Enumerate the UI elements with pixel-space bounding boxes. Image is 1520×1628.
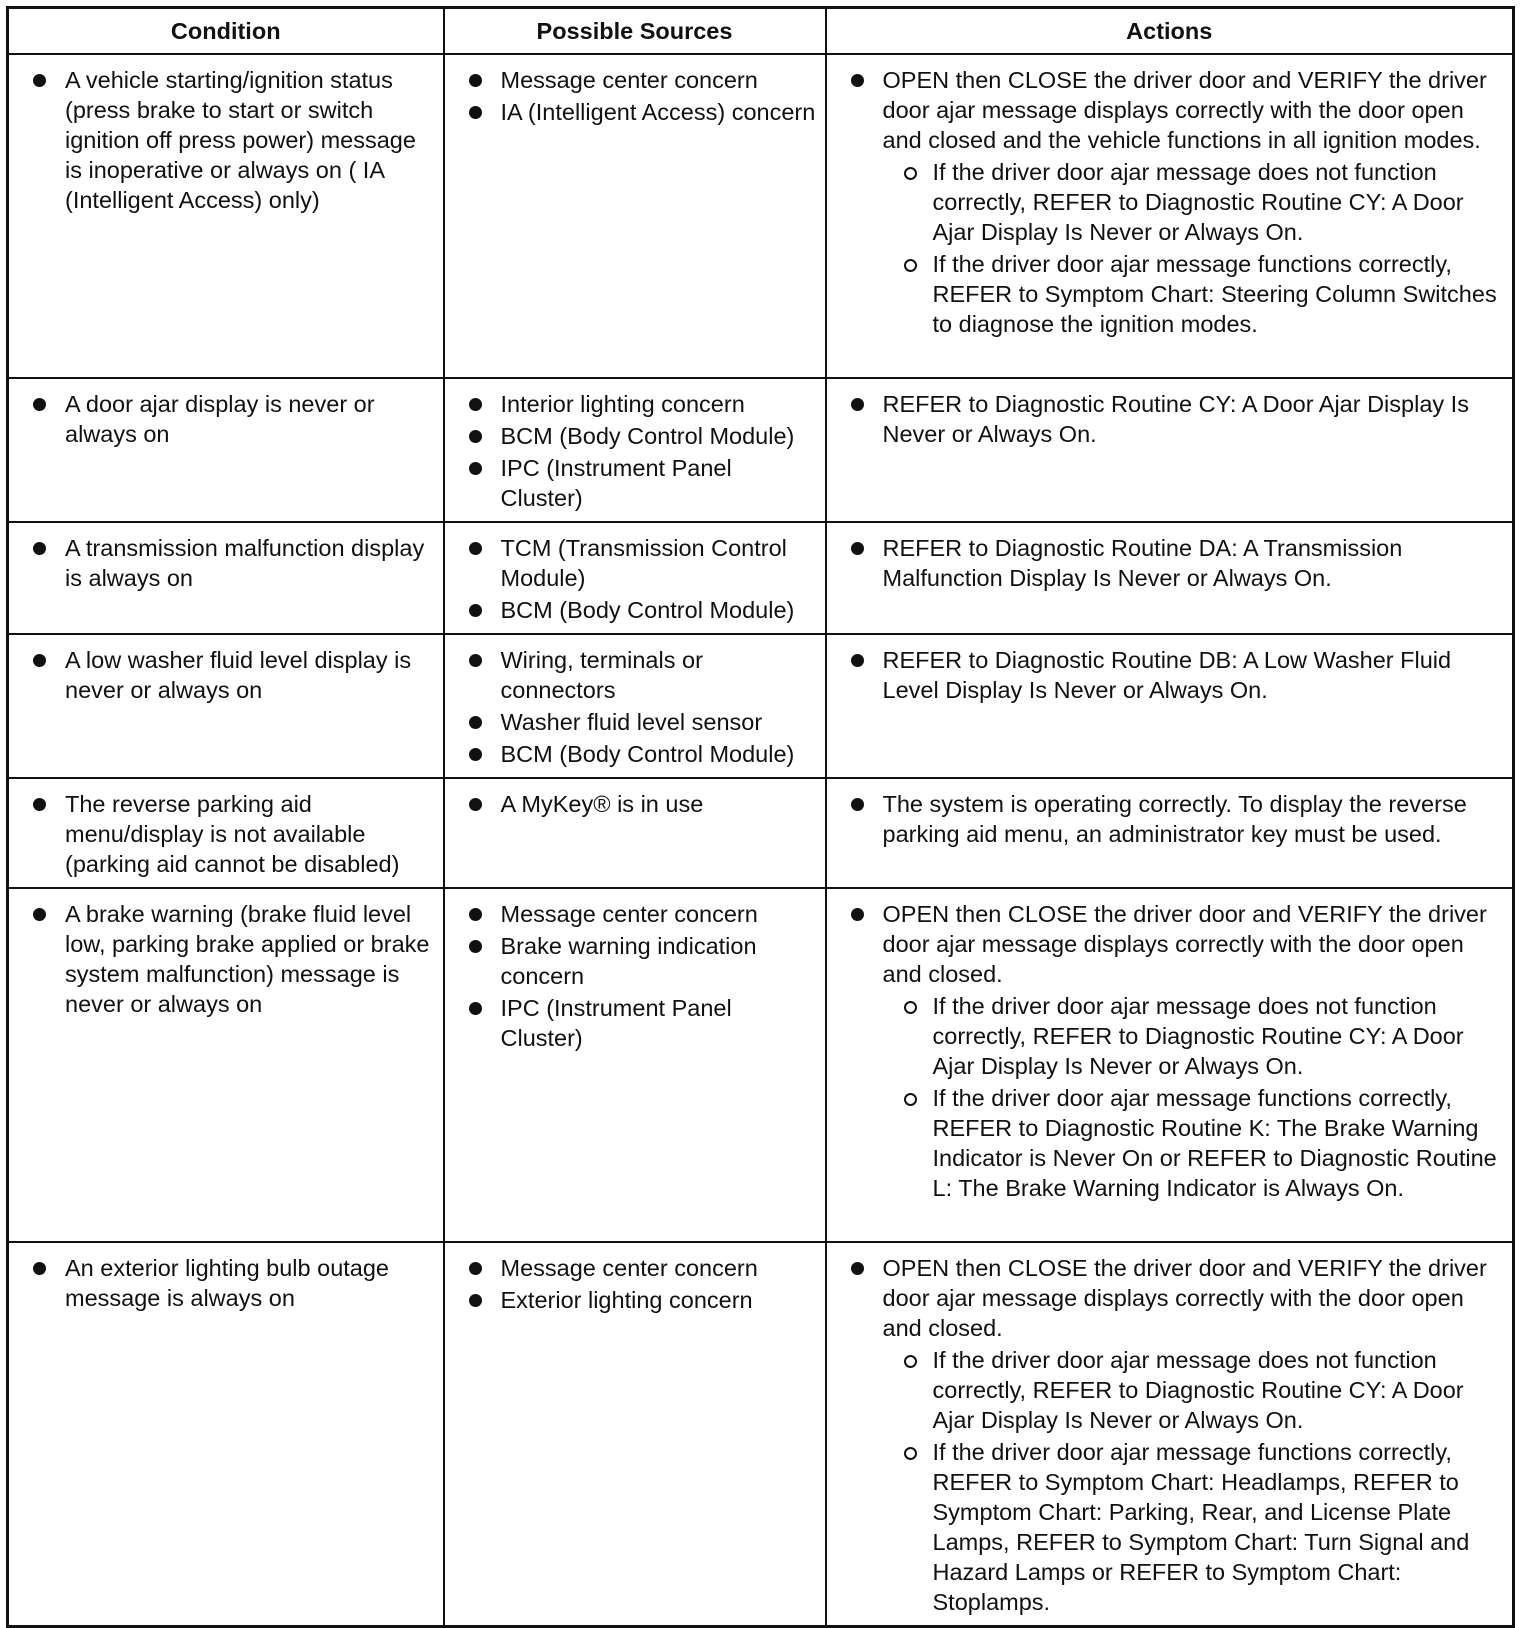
action-item bbox=[827, 899, 1505, 1203]
header-row bbox=[8, 8, 1514, 55]
condition-item bbox=[9, 645, 435, 705]
bullet-dot-icon bbox=[469, 462, 482, 475]
sub-action-list bbox=[883, 1345, 1505, 1617]
sub-action-text: If the driver door ajar message functions correctly, REFER to Symptom Chart: Steering Column Switches to diagnose the ignition modes. bbox=[932, 251, 1497, 337]
sub-action-text: If the driver door ajar message does not function correctly, REFER to Diagnostic Routine CY: A Door Ajar Display Is Never or Always On. bbox=[932, 159, 1464, 245]
sources-cell bbox=[444, 634, 826, 778]
condition-list bbox=[9, 899, 435, 1019]
symptom-chart-table bbox=[6, 6, 1515, 1628]
sub-action-item bbox=[883, 1345, 1505, 1435]
source-item bbox=[445, 65, 817, 95]
condition-cell bbox=[8, 378, 444, 522]
hollow-bullet-icon bbox=[904, 1447, 917, 1460]
actions-list bbox=[827, 389, 1505, 449]
condition-list bbox=[9, 533, 435, 593]
action-item-text: REFER to Diagnostic Routine CY: A Door Ajar Display Is Never or Always On. bbox=[882, 391, 1469, 447]
bullet-dot-icon bbox=[851, 798, 864, 811]
source-item bbox=[445, 421, 817, 451]
header-actions: Actions bbox=[826, 8, 1514, 55]
hollow-bullet-icon bbox=[904, 1001, 917, 1014]
condition-cell bbox=[8, 54, 444, 378]
bullet-dot-icon bbox=[851, 908, 864, 921]
condition-item-text: The reverse parking aid menu/display is not available (parking aid cannot be disabled) bbox=[65, 791, 400, 877]
source-item bbox=[445, 645, 817, 705]
sub-action-text: If the driver door ajar message does not function correctly, REFER to Diagnostic Routine CY: A Door Ajar Display Is Never or Always On. bbox=[932, 1347, 1464, 1433]
bullet-dot-icon bbox=[33, 398, 46, 411]
actions-list bbox=[827, 533, 1505, 593]
sources-cell bbox=[444, 54, 826, 378]
sub-action-text: If the driver door ajar message does not function correctly, REFER to Diagnostic Routine CY: A Door Ajar Display Is Never or Always On. bbox=[932, 993, 1464, 1079]
source-item bbox=[445, 993, 817, 1053]
bullet-dot-icon bbox=[469, 940, 482, 953]
source-item bbox=[445, 595, 817, 625]
sources-list bbox=[445, 65, 817, 127]
actions-list bbox=[827, 1253, 1505, 1617]
bullet-dot-icon bbox=[851, 654, 864, 667]
table-row bbox=[8, 778, 1514, 888]
actions-list bbox=[827, 899, 1505, 1203]
sources-list bbox=[445, 389, 817, 513]
table-row bbox=[8, 634, 1514, 778]
condition-item-text: A vehicle starting/ignition status (press brake to start or switch ignition off press power) message is inoperative or always on ( IA (Intelligent Access) only) bbox=[65, 67, 416, 213]
source-item bbox=[445, 931, 817, 991]
header-possible-sources: Possible Sources bbox=[444, 8, 826, 55]
condition-list bbox=[9, 389, 435, 449]
condition-list bbox=[9, 1253, 435, 1313]
condition-item bbox=[9, 533, 435, 593]
action-item bbox=[827, 533, 1505, 593]
bullet-dot-icon bbox=[469, 398, 482, 411]
bullet-dot-icon bbox=[851, 74, 864, 87]
action-item-text: OPEN then CLOSE the driver door and VERIFY the driver door ajar message displays correctly with the door open and closed. bbox=[882, 901, 1487, 987]
bullet-dot-icon bbox=[469, 106, 482, 119]
sub-action-item bbox=[883, 1083, 1505, 1203]
condition-item bbox=[9, 1253, 435, 1313]
source-item bbox=[445, 739, 817, 769]
sub-action-text: If the driver door ajar message functions correctly, REFER to Symptom Chart: Headlamps, REFER to Symptom Chart: Parking, Rear, and License Plate Lamps, REFER to Symptom Chart: Turn Signal and Hazard Lamps or REFER to Symptom Chart: Stoplamps. bbox=[932, 1439, 1470, 1615]
sources-list bbox=[445, 533, 817, 625]
source-item-text: A MyKey® is in use bbox=[500, 791, 704, 817]
source-item bbox=[445, 899, 817, 929]
table-row bbox=[8, 888, 1514, 1242]
source-item bbox=[445, 1285, 817, 1315]
sources-list bbox=[445, 1253, 817, 1315]
bullet-dot-icon bbox=[469, 430, 482, 443]
bullet-dot-icon bbox=[851, 1262, 864, 1275]
source-item bbox=[445, 1253, 817, 1283]
sub-action-item bbox=[883, 991, 1505, 1081]
table-row bbox=[8, 1242, 1514, 1627]
actions-list bbox=[827, 789, 1505, 849]
condition-item-text: A transmission malfunction display is always on bbox=[65, 535, 425, 591]
actions-cell bbox=[826, 778, 1514, 888]
sub-action-text: If the driver door ajar message functions correctly, REFER to Diagnostic Routine K: The Brake Warning Indicator is Never On or REFER to Diagnostic Routine L: The Brake Warning Indicator is Always On. bbox=[932, 1085, 1497, 1201]
source-item bbox=[445, 453, 817, 513]
source-item-text: TCM (Transmission Control Module) bbox=[500, 535, 787, 591]
sources-cell bbox=[444, 1242, 826, 1627]
sub-action-item bbox=[883, 1437, 1505, 1617]
condition-cell bbox=[8, 1242, 444, 1627]
source-item-text: Brake warning indication concern bbox=[500, 933, 757, 989]
source-item-text: Message center concern bbox=[500, 67, 758, 93]
source-item bbox=[445, 389, 817, 419]
condition-list bbox=[9, 789, 435, 879]
actions-cell bbox=[826, 888, 1514, 1242]
condition-cell bbox=[8, 778, 444, 888]
bullet-dot-icon bbox=[469, 604, 482, 617]
bullet-dot-icon bbox=[469, 654, 482, 667]
bullet-dot-icon bbox=[469, 1294, 482, 1307]
condition-list bbox=[9, 645, 435, 705]
condition-item-text: An exterior lighting bulb outage message is always on bbox=[65, 1255, 389, 1311]
bullet-dot-icon bbox=[469, 74, 482, 87]
bullet-dot-icon bbox=[469, 798, 482, 811]
bullet-dot-icon bbox=[851, 398, 864, 411]
source-item-text: Message center concern bbox=[500, 901, 758, 927]
hollow-bullet-icon bbox=[904, 1093, 917, 1106]
action-item bbox=[827, 65, 1505, 339]
condition-cell bbox=[8, 522, 444, 634]
source-item-text: IA (Intelligent Access) concern bbox=[500, 99, 816, 125]
actions-cell bbox=[826, 634, 1514, 778]
source-item-text: IPC (Instrument Panel Cluster) bbox=[500, 995, 732, 1051]
sources-list bbox=[445, 899, 817, 1053]
action-item-text: OPEN then CLOSE the driver door and VERIFY the driver door ajar message displays correctly with the door open and closed and the vehicle functions in all ignition modes. bbox=[882, 67, 1487, 153]
sub-action-list bbox=[883, 991, 1505, 1203]
source-item-text: BCM (Body Control Module) bbox=[500, 423, 795, 449]
condition-item bbox=[9, 389, 435, 449]
bullet-dot-icon bbox=[469, 908, 482, 921]
actions-cell bbox=[826, 378, 1514, 522]
bullet-dot-icon bbox=[851, 542, 864, 555]
sources-cell bbox=[444, 888, 826, 1242]
header-condition: Condition bbox=[8, 8, 444, 55]
hollow-bullet-icon bbox=[904, 259, 917, 272]
condition-cell bbox=[8, 634, 444, 778]
bullet-dot-icon bbox=[33, 1262, 46, 1275]
bullet-dot-icon bbox=[469, 716, 482, 729]
bullet-dot-icon bbox=[469, 748, 482, 761]
condition-item-text: A door ajar display is never or always on bbox=[65, 391, 375, 447]
source-item-text: BCM (Body Control Module) bbox=[500, 597, 795, 623]
sources-cell bbox=[444, 522, 826, 634]
actions-cell bbox=[826, 54, 1514, 378]
condition-item bbox=[9, 65, 435, 215]
sources-list bbox=[445, 789, 817, 819]
source-item bbox=[445, 97, 817, 127]
actions-list bbox=[827, 65, 1505, 339]
bullet-dot-icon bbox=[469, 1002, 482, 1015]
bullet-dot-icon bbox=[33, 908, 46, 921]
bullet-dot-icon bbox=[33, 798, 46, 811]
source-item-text: BCM (Body Control Module) bbox=[500, 741, 795, 767]
bullet-dot-icon bbox=[469, 1262, 482, 1275]
sources-list bbox=[445, 645, 817, 769]
table-row bbox=[8, 54, 1514, 378]
bullet-dot-icon bbox=[33, 654, 46, 667]
condition-item-text: A low washer fluid level display is never or always on bbox=[65, 647, 412, 703]
sources-cell bbox=[444, 378, 826, 522]
sub-action-item bbox=[883, 157, 1505, 247]
source-item-text: Exterior lighting concern bbox=[500, 1287, 753, 1313]
action-item-text: REFER to Diagnostic Routine DA: A Transmission Malfunction Display Is Never or Always On. bbox=[882, 535, 1403, 591]
source-item-text: Wiring, terminals or connectors bbox=[500, 647, 703, 703]
bullet-dot-icon bbox=[33, 542, 46, 555]
condition-item bbox=[9, 789, 435, 879]
action-item bbox=[827, 1253, 1505, 1617]
source-item-text: Washer fluid level sensor bbox=[500, 709, 763, 735]
condition-list bbox=[9, 65, 435, 215]
source-item-text: Message center concern bbox=[500, 1255, 758, 1281]
action-item-text: REFER to Diagnostic Routine DB: A Low Washer Fluid Level Display Is Never or Always On. bbox=[882, 647, 1452, 703]
source-item bbox=[445, 789, 817, 819]
action-item-text: OPEN then CLOSE the driver door and VERIFY the driver door ajar message displays correctly with the door open and closed. bbox=[882, 1255, 1487, 1341]
hollow-bullet-icon bbox=[904, 1355, 917, 1368]
bullet-dot-icon bbox=[469, 542, 482, 555]
sources-cell bbox=[444, 778, 826, 888]
table-body bbox=[8, 54, 1514, 1627]
action-item bbox=[827, 389, 1505, 449]
sub-action-item bbox=[883, 249, 1505, 339]
actions-cell bbox=[826, 522, 1514, 634]
action-item bbox=[827, 645, 1505, 705]
source-item-text: IPC (Instrument Panel Cluster) bbox=[500, 455, 732, 511]
condition-item-text: A brake warning (brake fluid level low, parking brake applied or brake system malfunction) message is never or always on bbox=[65, 901, 430, 1017]
symptom-chart-sheet bbox=[6, 6, 1512, 1622]
condition-cell bbox=[8, 888, 444, 1242]
bullet-dot-icon bbox=[33, 74, 46, 87]
table-row bbox=[8, 378, 1514, 522]
actions-cell bbox=[826, 1242, 1514, 1627]
table-row bbox=[8, 522, 1514, 634]
source-item-text: Interior lighting concern bbox=[500, 391, 745, 417]
action-item-text: The system is operating correctly. To display the reverse parking aid menu, an administrator key must be used. bbox=[882, 791, 1467, 847]
source-item bbox=[445, 707, 817, 737]
source-item bbox=[445, 533, 817, 593]
sub-action-list bbox=[883, 157, 1505, 339]
action-item bbox=[827, 789, 1505, 849]
actions-list bbox=[827, 645, 1505, 705]
condition-item bbox=[9, 899, 435, 1019]
hollow-bullet-icon bbox=[904, 167, 917, 180]
